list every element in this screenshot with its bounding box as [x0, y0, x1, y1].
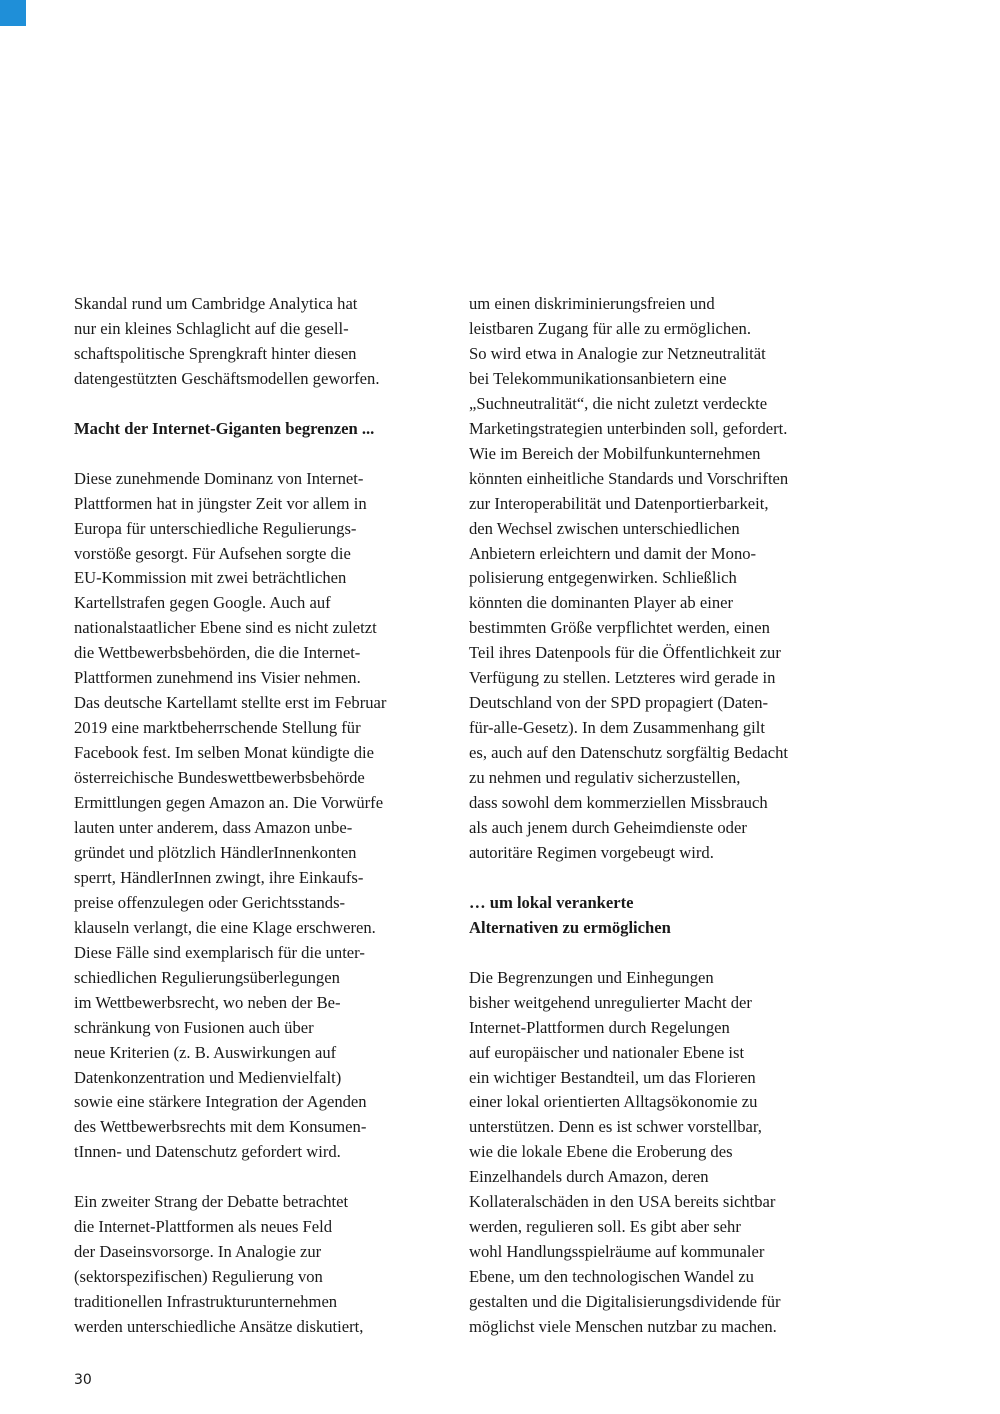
text-line: gestalten und die Digitalisierungsdividende für — [469, 1292, 781, 1312]
text-line: … um lokal verankerte — [469, 892, 634, 912]
text-line: preise offenzulegen oder Gerichtsstands- — [74, 892, 346, 912]
text-line: „Suchneutralität“, die nicht zuletzt verdeckte — [469, 393, 768, 413]
text-line: sowie eine stärkere Integration der Agenden — [74, 1092, 367, 1112]
text-line: Die Begrenzungen und Einhegungen — [469, 967, 714, 987]
text-line: Anbietern erleichtern und damit der Mono- — [469, 543, 757, 563]
right-column — [469, 292, 849, 1340]
text-line: Wie im Bereich der Mobilfunkunternehmen — [469, 443, 761, 463]
text-line: Verfügung zu stellen. Letzteres wird gerade in — [469, 668, 776, 688]
text-line: die Internet-Plattformen als neues Feld — [74, 1217, 333, 1237]
text-line: möglichst viele Menschen nutzbar zu machen. — [469, 1317, 777, 1337]
text-line: leistbaren Zugang für alle zu ermöglichen. — [469, 318, 751, 338]
text-line: zu nehmen und regulativ sicherzustellen, — [469, 768, 741, 788]
text-line: Deutschland von der SPD propagiert (Daten- — [469, 693, 769, 713]
text-line: autoritäre Regimen vorgebeugt wird. — [469, 842, 714, 862]
text-line: polisierung entgegenwirken. Schließlich — [469, 568, 737, 588]
paragraph — [469, 292, 849, 866]
text-line: Internet-Plattformen durch Regelungen — [469, 1017, 730, 1037]
left-column — [74, 292, 454, 1340]
text-line: werden unterschiedliche Ansätze diskutiert, — [74, 1317, 364, 1337]
text-line: zur Interoperabilität und Datenportierbarkeit, — [469, 493, 769, 513]
text-line: dass sowohl dem kommerziellen Missbrauch — [469, 793, 768, 813]
text-line: als auch jenem durch Geheimdienste oder — [469, 818, 747, 838]
text-line: Marketingstrategien unterbinden soll, gefordert. — [469, 418, 788, 438]
text-line: unterstützen. Denn es ist schwer vorstellbar, — [469, 1117, 762, 1137]
section-heading — [74, 417, 454, 442]
text-line: lauten unter anderem, dass Amazon unbe- — [74, 817, 353, 837]
text-line: Facebook fest. Im selben Monat kündigte die — [74, 743, 375, 763]
text-line: bei Telekommunikationsanbietern eine — [469, 368, 727, 388]
text-line: bestimmten Größe verpflichtet werden, einen — [469, 618, 770, 638]
text-line: Ebene, um den technologischen Wandel zu — [469, 1267, 754, 1287]
text-line: könnten die dominanten Player ab einer — [469, 593, 734, 613]
text-line: vorstöße gesorgt. Für Aufsehen sorgte die — [74, 543, 351, 563]
text-line: auf europäischer und nationaler Ebene ist — [469, 1042, 745, 1062]
text-line: schiedlichen Regulierungsüberlegungen — [74, 967, 340, 987]
text-line: im Wettbewerbsrecht, wo neben der Be- — [74, 992, 341, 1012]
text-line: gründet und plötzlich HändlerInnenkonten — [74, 842, 357, 862]
text-line: Datenkonzentration und Medienvielfalt) — [74, 1067, 342, 1087]
text-line: Das deutsche Kartellamt stellte erst im Februar — [74, 693, 387, 713]
text-line: um einen diskriminierungsfreien und — [469, 294, 715, 313]
text-line: österreichische Bundeswettbewerbsbehörde — [74, 768, 365, 788]
text-line: schränkung von Fusionen auch über — [74, 1017, 314, 1037]
corner-color-mark — [0, 0, 26, 26]
text-line: EU-Kommission mit zwei beträchtlichen — [74, 568, 347, 588]
text-line: sperrt, HändlerInnen zwingt, ihre Einkaufs- — [74, 867, 364, 887]
text-line: der Daseinsvorsorge. In Analogie zur — [74, 1242, 322, 1262]
paragraph — [74, 1190, 454, 1340]
paragraph — [469, 966, 849, 1340]
text-line: ein wichtiger Bestandteil, um das Florieren — [469, 1067, 756, 1087]
text-line: datengestützten Geschäftsmodellen geworfen. — [74, 368, 380, 388]
text-line: Ermittlungen gegen Amazon an. Die Vorwürfe — [74, 793, 384, 813]
text-line: Kartellstrafen gegen Google. Auch auf — [74, 593, 331, 613]
text-line: Diese Fälle sind exemplarisch für die unter- — [74, 942, 365, 962]
section-heading — [469, 891, 849, 941]
text-line: Kollateralschäden in den USA bereits sichtbar — [469, 1192, 776, 1212]
heading-line: Macht der Internet-Giganten begrenzen ... — [74, 418, 375, 438]
text-line: wohl Handlungsspielräume auf kommunaler — [469, 1242, 765, 1262]
text-line: Ein zweiter Strang der Debatte betrachtet — [74, 1192, 349, 1212]
text-line: es, auch auf den Datenschutz sorgfältig Bedacht — [469, 743, 789, 763]
text-line: So wird etwa in Analogie zur Netzneutralität — [469, 343, 766, 363]
text-line: des Wettbewerbsrechts mit dem Konsumen- — [74, 1117, 367, 1137]
text-line: Europa für unterschiedliche Regulierungs- — [74, 518, 357, 538]
text-line: für-alle-Gesetz). In dem Zusammenhang gilt — [469, 718, 765, 738]
text-line: tInnen- und Datenschutz gefordert wird. — [74, 1142, 341, 1162]
text-line: (sektorspezifischen) Regulierung von — [74, 1267, 323, 1287]
text-line: Plattformen zunehmend ins Visier nehmen. — [74, 668, 361, 688]
text-line: nationalstaatlicher Ebene sind es nicht zuletzt — [74, 618, 377, 638]
text-line: Diese zunehmende Dominanz von Internet- — [74, 468, 364, 488]
text-line: Einzelhandels durch Amazon, deren — [469, 1167, 709, 1187]
text-line: 2019 eine marktbeherrschende Stellung für — [74, 718, 361, 738]
text-line: nur ein kleines Schlaglicht auf die gesell- — [74, 318, 349, 338]
text-line: wie die lokale Ebene die Eroberung des — [469, 1142, 733, 1162]
text-line: bisher weitgehend unregulierter Macht der — [469, 992, 752, 1012]
paragraph — [74, 467, 454, 1166]
text-line: klauseln verlangt, die eine Klage erschweren. — [74, 917, 376, 937]
text-line: könnten einheitliche Standards und Vorschriften — [469, 468, 789, 488]
text-line: Plattformen hat in jüngster Zeit vor allem in — [74, 493, 367, 513]
text-line: Skandal rund um Cambridge Analytica hat — [74, 294, 358, 313]
text-line: Teil ihres Datenpools für die Öffentlichkeit zur — [469, 643, 781, 663]
text-line: werden, regulieren soll. Es gibt aber sehr — [469, 1217, 741, 1237]
text-line: die Wettbewerbsbehörden, die die Internet- — [74, 643, 361, 663]
paragraph — [74, 292, 454, 392]
page-number: 30 — [74, 1372, 92, 1388]
text-line: den Wechsel zwischen unterschiedlichen — [469, 518, 740, 538]
text-line: Alternativen zu ermöglichen — [469, 917, 671, 937]
text-line: einer lokal orientierten Alltagsökonomie zu — [469, 1092, 758, 1112]
text-line: schaftspolitische Sprengkraft hinter diesen — [74, 343, 357, 363]
text-line: traditionellen Infrastrukturunternehmen — [74, 1292, 338, 1312]
text-line: neue Kriterien (z. B. Auswirkungen auf — [74, 1042, 337, 1062]
